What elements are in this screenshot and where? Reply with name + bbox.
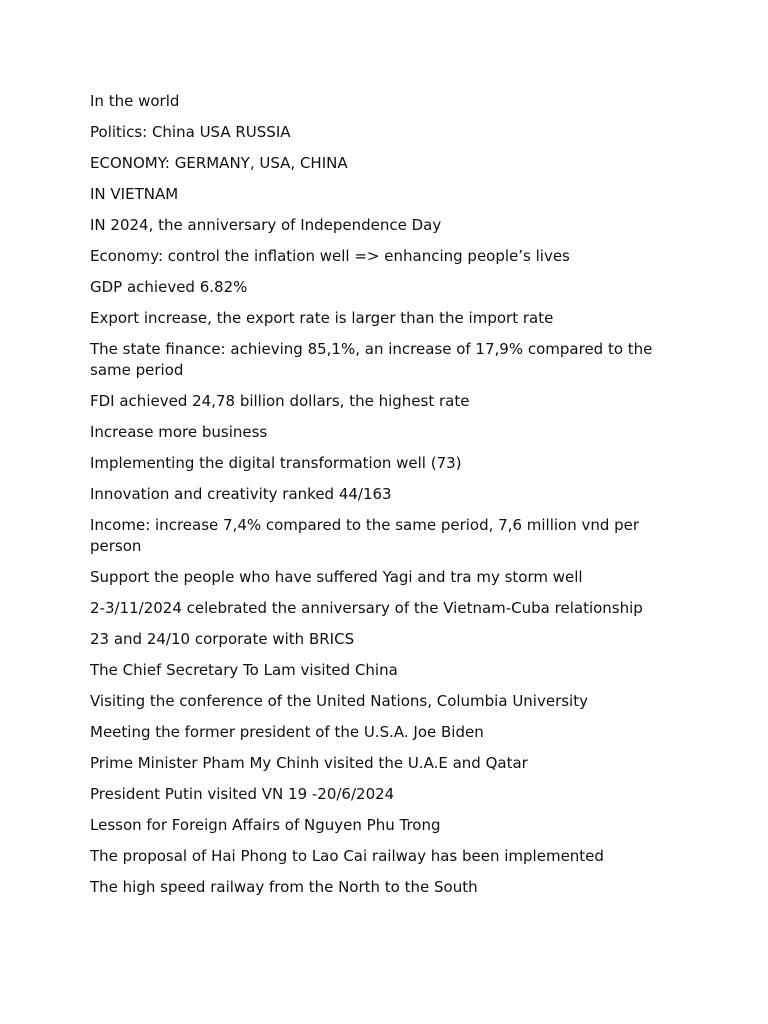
paragraph: Meeting the former president of the U.S.A. Joe Biden <box>90 723 484 741</box>
paragraph: Lesson for Foreign Affairs of Nguyen Phu Trong <box>90 816 441 834</box>
paragraph: Support the people who have suffered Yagi and tra my storm well <box>90 568 583 586</box>
paragraph: Income: increase 7,4% compared to the same period, 7,6 million vnd per person <box>90 516 640 555</box>
document-body <box>90 91 675 908</box>
paragraph: The state finance: achieving 85,1%, an increase of 17,9% compared to the same period <box>90 340 653 379</box>
paragraph: The proposal of Hai Phong to Lao Cai railway has been implemented <box>90 847 604 865</box>
paragraph: Economy: control the inflation well => enhancing people’s lives <box>90 247 570 265</box>
paragraph: ECONOMY: GERMANY, USA, CHINA <box>90 154 348 172</box>
paragraph: Export increase, the export rate is larger than the import rate <box>90 309 554 327</box>
paragraph: The high speed railway from the North to the South <box>90 878 478 896</box>
paragraph: 23 and 24/10 corporate with BRICS <box>90 630 355 648</box>
paragraph: Visiting the conference of the United Nations, Columbia University <box>90 692 588 710</box>
paragraph: President Putin visited VN 19 -20/6/2024 <box>90 785 395 803</box>
paragraph: Prime Minister Pham My Chinh visited the U.A.E and Qatar <box>90 754 528 772</box>
paragraph: FDI achieved 24,78 billion dollars, the highest rate <box>90 392 470 410</box>
paragraph: Politics: China USA RUSSIA <box>90 123 291 141</box>
paragraph: Increase more business <box>90 423 268 441</box>
paragraph: The Chief Secretary To Lam visited China <box>90 661 398 679</box>
paragraph: Innovation and creativity ranked 44/163 <box>90 485 392 503</box>
paragraph: In the world <box>90 92 180 110</box>
paragraph: IN 2024, the anniversary of Independence Day <box>90 216 442 234</box>
paragraph: GDP achieved 6.82% <box>90 278 248 296</box>
paragraph: IN VIETNAM <box>90 185 179 203</box>
paragraph: Implementing the digital transformation well (73) <box>90 454 462 472</box>
paragraph: 2-3/11/2024 celebrated the anniversary of the Vietnam-Cuba relationship <box>90 599 643 617</box>
